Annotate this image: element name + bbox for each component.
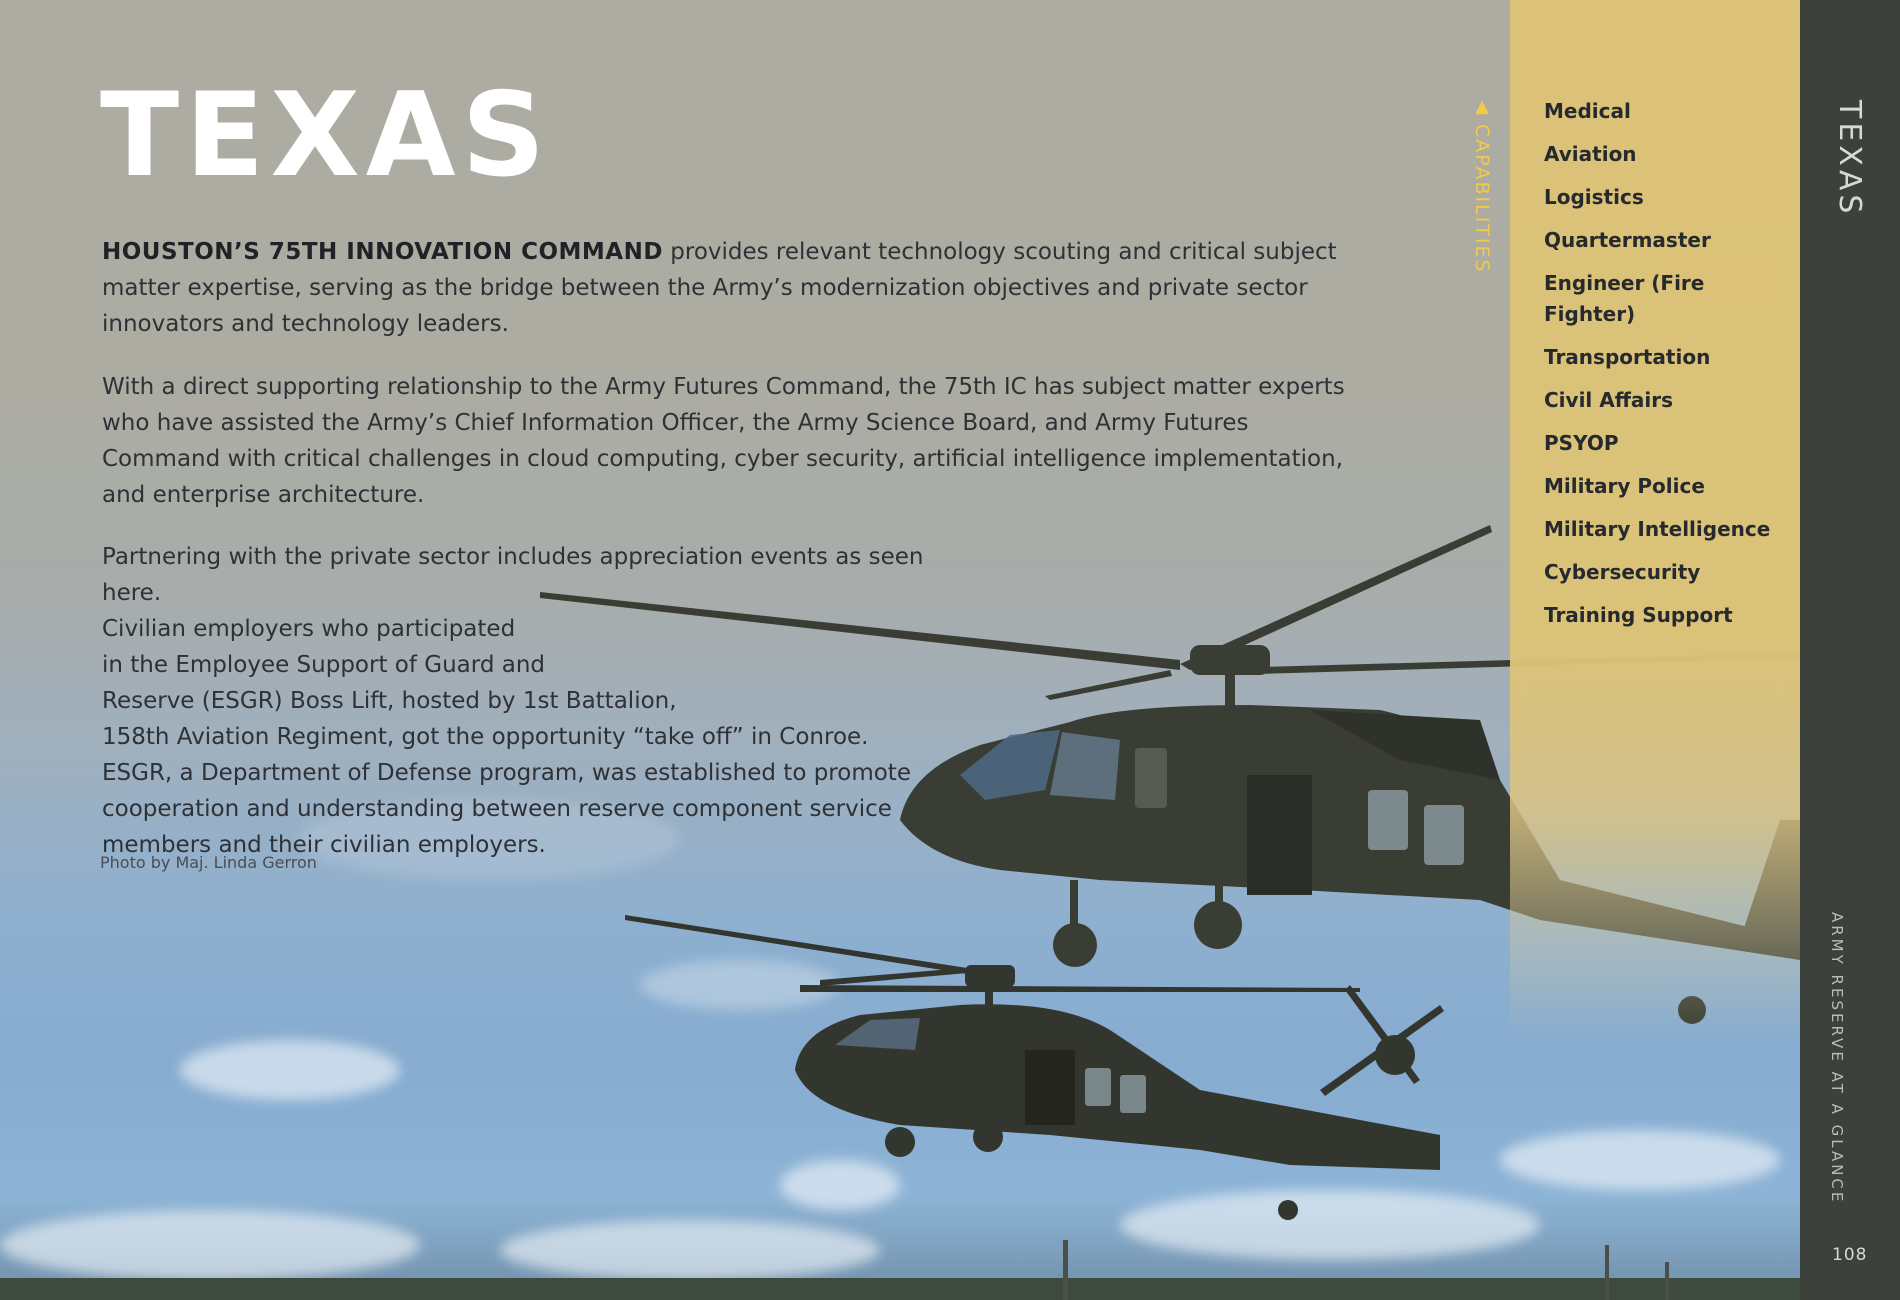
publication-title: ARMY RESERVE AT A GLANCE [1828, 912, 1846, 1205]
partnering-line: Partnering with the private sector includes appreciation events as seen here. [102, 544, 924, 606]
partnering-line: cooperation and understanding between reserve component service [102, 796, 892, 822]
side-state-title: TEXAS [1832, 100, 1867, 218]
capability-item: Aviation [1544, 142, 1637, 166]
partnering-line: members and their civilian employers. [102, 832, 546, 858]
partnering-line: in the Employee Support of Guard and [102, 652, 545, 678]
intro-paragraph [102, 234, 1372, 342]
partnering-paragraph [102, 539, 982, 863]
capabilities-panel [1510, 0, 1800, 1300]
capabilities-list [1544, 96, 1784, 643]
capability-item: Logistics [1544, 185, 1644, 209]
capability-item: Engineer (Fire Fighter) [1544, 271, 1705, 326]
intro-lead: HOUSTON’S 75TH INNOVATION COMMAND [102, 239, 663, 265]
capability-item: Cybersecurity [1544, 560, 1701, 584]
capability-item: Quartermaster [1544, 228, 1711, 252]
page-number: 108 [1832, 1245, 1868, 1265]
partnering-line: 158th Aviation Regiment, got the opportunity “take off” in Conroe. [102, 724, 869, 750]
capability-item: Military Intelligence [1544, 517, 1771, 541]
capability-item: Training Support [1544, 603, 1733, 627]
partnering-line: ESGR, a Department of Defense program, was established to promote [102, 760, 911, 786]
helicopter-small [625, 915, 1444, 1220]
capability-item: Civil Affairs [1544, 388, 1674, 412]
capability-item: Transportation [1544, 345, 1711, 369]
capability-item: PSYOP [1544, 431, 1619, 455]
page-title: TEXAS [100, 68, 552, 203]
capability-item: Military Police [1544, 474, 1705, 498]
intro-rest: provides relevant technology scouting and critical subject matter expertise, serving as the bridge between the Army’s modernization objectives and private sector innovators and technology leaders. [102, 239, 1337, 337]
partnering-line: Reserve (ESGR) Boss Lift, hosted by 1st Battalion, [102, 688, 677, 714]
capabilities-label-text: CAPABILITIES [1471, 124, 1493, 274]
capability-item: Medical [1544, 99, 1631, 123]
triangle-up-icon: ▲ [1475, 96, 1489, 117]
photo-credit: Photo by Maj. Linda Gerron [100, 853, 317, 872]
relationship-paragraph: With a direct supporting relationship to the Army Futures Command, the 75th IC has subject matter experts who have assisted the Army’s Chief Information Officer, the Army Science Board, and Army Futures Command with critical challenges in cloud computing, cyber security, artificial intelligence implementation, and enterprise architecture. [102, 374, 1345, 508]
partnering-line: Civilian employers who participated [102, 616, 516, 642]
capabilities-label [1470, 98, 1494, 298]
